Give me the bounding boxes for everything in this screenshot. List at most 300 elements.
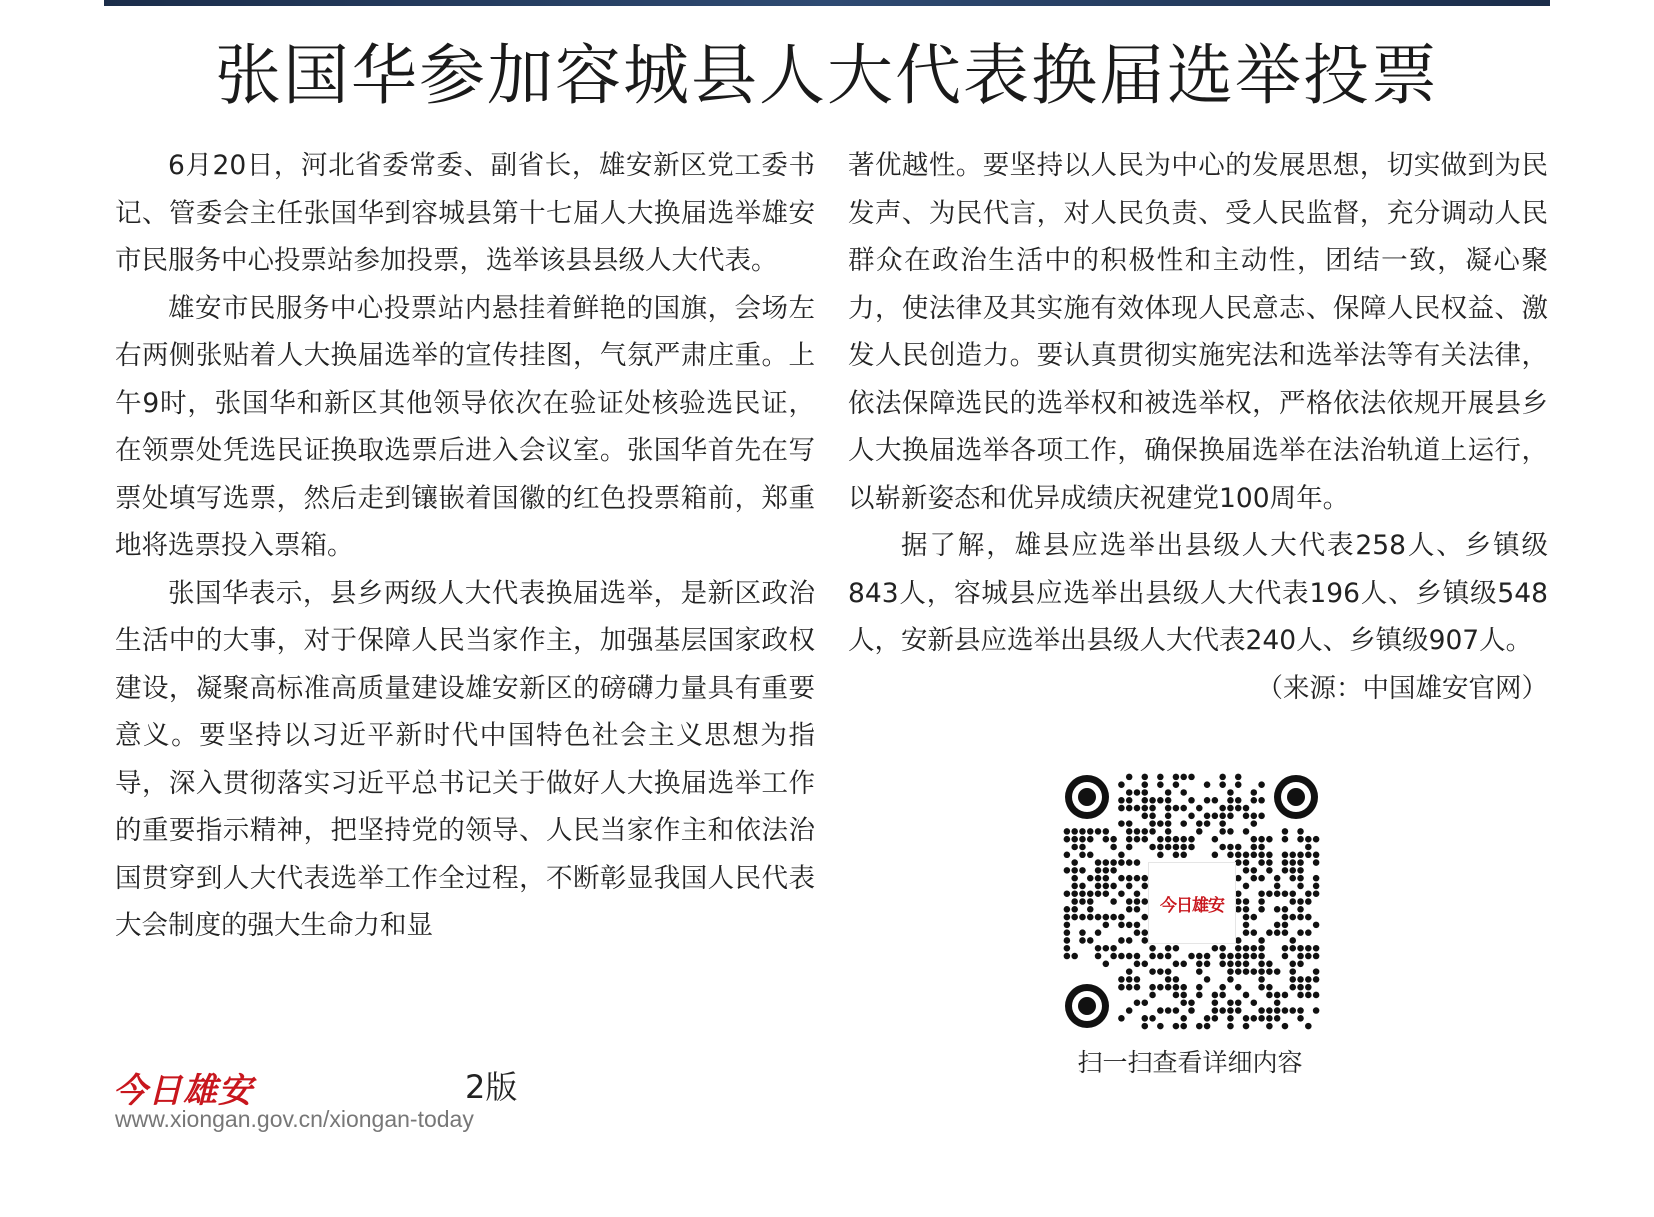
- qr-module: [1266, 992, 1273, 999]
- qr-module: [1313, 992, 1320, 999]
- qr-module: [1157, 1007, 1164, 1014]
- qr-module: [1103, 859, 1110, 866]
- qr-module: [1274, 1015, 1281, 1022]
- qr-module: [1297, 883, 1304, 890]
- qr-module: [1142, 774, 1149, 781]
- qr-module: [1266, 1007, 1273, 1014]
- qr-module: [1219, 805, 1226, 812]
- qr-module: [1297, 875, 1304, 882]
- qr-module: [1180, 844, 1187, 851]
- qr-module: [1204, 1015, 1211, 1022]
- paragraph: 据了解，雄县应选举出县级人大代表258人、乡镇级843人，容城县应选举出县级人大代表196人、乡镇级548人，安新县应选举出县级人大代表240人、乡镇级907人。: [848, 530, 1548, 656]
- qr-module: [1274, 875, 1281, 882]
- qr-module: [1297, 906, 1304, 913]
- qr-module: [1297, 976, 1304, 983]
- qr-module: [1071, 875, 1078, 882]
- qr-module: [1118, 805, 1125, 812]
- qr-module: [1126, 797, 1133, 804]
- qr-module: [1165, 836, 1172, 843]
- qr-module: [1126, 898, 1133, 905]
- qr-module: [1134, 999, 1141, 1006]
- qr-module: [1297, 836, 1304, 843]
- qr-module: [1204, 1023, 1211, 1030]
- qr-module: [1180, 992, 1187, 999]
- qr-module: [1282, 914, 1289, 921]
- qr-module: [1126, 805, 1133, 812]
- qr-module: [1282, 953, 1289, 960]
- qr-module: [1297, 953, 1304, 960]
- qr-module: [1289, 961, 1296, 968]
- qr-module: [1196, 984, 1203, 991]
- qr-module: [1196, 968, 1203, 975]
- qr-module: [1313, 875, 1320, 882]
- qr-module: [1282, 867, 1289, 874]
- qr-module: [1219, 813, 1226, 820]
- qr-module: [1258, 890, 1265, 897]
- qr-module: [1071, 890, 1078, 897]
- qr-module: [1064, 953, 1071, 960]
- qr-module: [1235, 774, 1242, 781]
- qr-module: [1227, 828, 1234, 835]
- qr-module: [1142, 1023, 1149, 1030]
- qr-module: [1243, 914, 1250, 921]
- qr-module: [1204, 813, 1211, 820]
- qr-module: [1087, 906, 1094, 913]
- qr-module: [1227, 797, 1234, 804]
- qr-module: [1126, 906, 1133, 913]
- qr-module: [1219, 1007, 1226, 1014]
- qr-module: [1305, 890, 1312, 897]
- qr-module: [1103, 836, 1110, 843]
- qr-module: [1282, 836, 1289, 843]
- qr-module: [1313, 883, 1320, 890]
- qr-module: [1110, 836, 1117, 843]
- qr-module: [1095, 867, 1102, 874]
- qr-module: [1305, 992, 1312, 999]
- qr-module: [1282, 890, 1289, 897]
- qr-module: [1235, 805, 1242, 812]
- qr-module: [1188, 813, 1195, 820]
- qr-module: [1064, 945, 1071, 952]
- qr-module: [1289, 898, 1296, 905]
- qr-module: [1173, 945, 1180, 952]
- qr-module: [1134, 828, 1141, 835]
- qr-module: [1126, 883, 1133, 890]
- qr-module: [1142, 1015, 1149, 1022]
- qr-module: [1219, 961, 1226, 968]
- qr-module: [1305, 984, 1312, 991]
- qr-module: [1266, 929, 1273, 936]
- qr-module: [1157, 836, 1164, 843]
- qr-module: [1095, 859, 1102, 866]
- qr-module: [1173, 836, 1180, 843]
- qr-module: [1266, 836, 1273, 843]
- qr-module: [1149, 813, 1156, 820]
- qr-module: [1165, 820, 1172, 827]
- qr-module: [1266, 859, 1273, 866]
- qr-module: [1118, 937, 1125, 944]
- qr-module: [1126, 836, 1133, 843]
- qr-module: [1142, 789, 1149, 796]
- qr-module: [1313, 859, 1320, 866]
- qr-module: [1173, 984, 1180, 991]
- qr-module: [1118, 914, 1125, 921]
- brand-logo: 今日雄安: [113, 1071, 253, 1111]
- qr-module: [1064, 890, 1071, 897]
- qr-module: [1142, 828, 1149, 835]
- qr-module: [1227, 968, 1234, 975]
- qr-module: [1266, 961, 1273, 968]
- qr-module: [1297, 1007, 1304, 1014]
- qr-module: [1188, 836, 1195, 843]
- qr-module: [1188, 844, 1195, 851]
- qr-module: [1274, 890, 1281, 897]
- qr-module: [1118, 859, 1125, 866]
- article-right-column: [848, 142, 1548, 712]
- qr-module: [1079, 828, 1086, 835]
- qr-module: [1079, 937, 1086, 944]
- qr-module: [1079, 844, 1086, 851]
- qr-module: [1219, 774, 1226, 781]
- qr-module: [1173, 1007, 1180, 1014]
- qr-module: [1157, 968, 1164, 975]
- qr-module: [1235, 961, 1242, 968]
- qr-module: [1227, 1015, 1234, 1022]
- qr-center-logo: 今日雄安: [1148, 862, 1236, 944]
- qr-module: [1071, 828, 1078, 835]
- qr-module: [1274, 929, 1281, 936]
- qr-finder-bottom-left: [1065, 984, 1109, 1028]
- qr-module: [1243, 867, 1250, 874]
- qr-module: [1227, 1007, 1234, 1014]
- qr-module: [1103, 945, 1110, 952]
- qr-module: [1134, 953, 1141, 960]
- qr-module: [1064, 836, 1071, 843]
- qr-module: [1258, 844, 1265, 851]
- qr-module: [1227, 961, 1234, 968]
- qr-module: [1134, 875, 1141, 882]
- qr-module: [1289, 852, 1296, 859]
- qr-module: [1118, 852, 1125, 859]
- qr-module: [1258, 859, 1265, 866]
- qr-module: [1274, 992, 1281, 999]
- qr-module: [1258, 976, 1265, 983]
- qr-module: [1313, 968, 1320, 975]
- qr-module: [1118, 781, 1125, 788]
- qr-module: [1118, 820, 1125, 827]
- qr-module: [1142, 999, 1149, 1006]
- qr-module: [1305, 852, 1312, 859]
- qr-module: [1313, 836, 1320, 843]
- qr-module: [1289, 945, 1296, 952]
- qr-module: [1243, 961, 1250, 968]
- qr-module: [1180, 1015, 1187, 1022]
- qr-module: [1258, 968, 1265, 975]
- qr-module: [1110, 859, 1117, 866]
- headline: 张国华参加容城县人大代表换届选举投票: [215, 37, 1439, 114]
- qr-module: [1243, 859, 1250, 866]
- qr-module: [1243, 883, 1250, 890]
- qr-module: [1243, 852, 1250, 859]
- qr-module: [1313, 945, 1320, 952]
- qr-module: [1173, 844, 1180, 851]
- qr-module: [1095, 875, 1102, 882]
- qr-module: [1134, 984, 1141, 991]
- qr-module: [1173, 961, 1180, 968]
- qr-module: [1103, 867, 1110, 874]
- qr-module: [1149, 984, 1156, 991]
- qr-module: [1212, 1007, 1219, 1014]
- qr-module: [1149, 945, 1156, 952]
- qr-module: [1305, 945, 1312, 952]
- qr-module: [1258, 836, 1265, 843]
- qr-module: [1126, 922, 1133, 929]
- qr-module: [1087, 898, 1094, 905]
- qr-module: [1071, 906, 1078, 913]
- qr-module: [1118, 976, 1125, 983]
- qr-module: [1297, 945, 1304, 952]
- qr-module: [1157, 844, 1164, 851]
- qr-module: [1258, 852, 1265, 859]
- qr-module: [1126, 968, 1133, 975]
- qr-module: [1196, 828, 1203, 835]
- paragraph-continued: 著优越性。要坚持以人民为中心的发展思想，切实做到为民发声、为民代言，对人民负责、受人民监督，充分调动人民群众在政治生活中的积极性和主动性，团结一致，凝心聚力，使法律及其实施有效体现人民意志、保障人民权益、激发人民创造力。要认真贯彻实施宪法和选举法等有关法律，依法保障选民的选举权和被选举权，严格依法依规开展县乡人大换届选举各项工作，确保换届选举在法治轨道上运行，以崭新姿态和优异成绩庆祝建党100周年。: [848, 150, 1548, 514]
- qr-module: [1289, 1007, 1296, 1014]
- qr-module: [1305, 929, 1312, 936]
- qr-module: [1235, 852, 1242, 859]
- qr-module: [1204, 953, 1211, 960]
- qr-module: [1282, 828, 1289, 835]
- qr-module: [1071, 898, 1078, 905]
- qr-module: [1126, 844, 1133, 851]
- qr-module: [1157, 953, 1164, 960]
- qr-module: [1289, 867, 1296, 874]
- qr-module: [1134, 805, 1141, 812]
- qr-module: [1227, 953, 1234, 960]
- qr-module: [1149, 820, 1156, 827]
- qr-module: [1134, 898, 1141, 905]
- qr-module: [1134, 929, 1141, 936]
- qr-module: [1188, 1007, 1195, 1014]
- qr-module: [1219, 945, 1226, 952]
- qr-module: [1235, 953, 1242, 960]
- qr-module: [1219, 781, 1226, 788]
- qr-module: [1297, 859, 1304, 866]
- qr-module: [1087, 828, 1094, 835]
- qr-module: [1087, 914, 1094, 921]
- qr-module: [1103, 883, 1110, 890]
- qr-module: [1165, 953, 1172, 960]
- qr-module: [1188, 797, 1195, 804]
- qr-module: [1149, 1015, 1156, 1022]
- qr-module: [1258, 1007, 1265, 1014]
- qr-module: [1157, 797, 1164, 804]
- qr-module: [1087, 890, 1094, 897]
- qr-module: [1196, 805, 1203, 812]
- qr-module: [1103, 890, 1110, 897]
- qr-module: [1103, 922, 1110, 929]
- qr-module: [1266, 852, 1273, 859]
- paragraph: 张国华表示，县乡两级人大代表换届选举，是新区政治生活中的大事，对于保障人民当家作主，加强基层国家政权建设，凝聚高标准高质量建设雄安新区的磅礴力量具有重要意义。要坚持以习近平新时代中国特色社会主义思想为指导，深入贯彻落实习近平总书记关于做好人大换届选举工作的重要指示精神，把坚持党的领导、人民当家作主和依法治国贯穿到人大代表选举工作全过程，不断彰显我国人民代表大会制度的强大生命力和显: [115, 577, 815, 941]
- qr-module: [1157, 774, 1164, 781]
- qr-module: [1126, 976, 1133, 983]
- qr-module: [1274, 999, 1281, 1006]
- qr-module: [1180, 984, 1187, 991]
- qr-module: [1227, 1023, 1234, 1030]
- qr-module: [1196, 992, 1203, 999]
- qr-module: [1258, 898, 1265, 905]
- qr-module: [1235, 945, 1242, 952]
- qr-module: [1126, 1007, 1133, 1014]
- qr-module: [1079, 883, 1086, 890]
- qr-module: [1251, 945, 1258, 952]
- qr-module: [1110, 867, 1117, 874]
- qr-module: [1251, 914, 1258, 921]
- qr-module: [1227, 789, 1234, 796]
- qr-module: [1142, 836, 1149, 843]
- qr-module: [1180, 852, 1187, 859]
- qr-module: [1212, 836, 1219, 843]
- qr-module: [1149, 992, 1156, 999]
- qr-module: [1142, 797, 1149, 804]
- qr-module: [1149, 953, 1156, 960]
- site-url[interactable]: www.xiongan.gov.cn/xiongan-today: [115, 1106, 474, 1132]
- qr-module: [1243, 813, 1250, 820]
- qr-module: [1282, 945, 1289, 952]
- qr-caption: 扫一扫查看详细内容: [1077, 1048, 1303, 1077]
- qr-module: [1079, 867, 1086, 874]
- qr-module: [1212, 797, 1219, 804]
- qr-module: [1079, 914, 1086, 921]
- qr-module: [1243, 992, 1250, 999]
- qr-module: [1313, 852, 1320, 859]
- qr-module: [1227, 813, 1234, 820]
- qr-module: [1157, 820, 1164, 827]
- qr-module: [1149, 797, 1156, 804]
- qr-module: [1313, 922, 1320, 929]
- qr-module: [1180, 961, 1187, 968]
- qr-module: [1313, 953, 1320, 960]
- qr-module: [1204, 797, 1211, 804]
- qr-finder-top-left: [1065, 775, 1109, 819]
- qr-module: [1126, 875, 1133, 882]
- qr-module: [1173, 852, 1180, 859]
- qr-module: [1188, 774, 1195, 781]
- qr-module: [1227, 844, 1234, 851]
- qr-module: [1313, 1007, 1320, 1014]
- qr-module: [1134, 961, 1141, 968]
- qr-module: [1258, 875, 1265, 882]
- qr-module: [1095, 914, 1102, 921]
- qr-module: [1243, 953, 1250, 960]
- qr-module: [1266, 867, 1273, 874]
- qr-module: [1103, 961, 1110, 968]
- qr-module: [1064, 937, 1071, 944]
- qr-module: [1305, 976, 1312, 983]
- qr-module: [1095, 890, 1102, 897]
- qr-module: [1289, 875, 1296, 882]
- qr-module: [1149, 805, 1156, 812]
- qr-module: [1126, 774, 1133, 781]
- qr-module: [1251, 929, 1258, 936]
- qr-module: [1126, 820, 1133, 827]
- qr-module: [1243, 828, 1250, 835]
- qr-module: [1173, 976, 1180, 983]
- qr-module: [1134, 976, 1141, 983]
- qr-module: [1071, 867, 1078, 874]
- qr-module: [1118, 953, 1125, 960]
- qr-module: [1251, 867, 1258, 874]
- qr-module: [1188, 999, 1195, 1006]
- qr-module: [1118, 797, 1125, 804]
- qr-module: [1289, 890, 1296, 897]
- qr-module: [1173, 1023, 1180, 1030]
- qr-module: [1165, 945, 1172, 952]
- qr-module: [1118, 984, 1125, 991]
- qr-module: [1079, 836, 1086, 843]
- qr-module: [1142, 961, 1149, 968]
- qr-module: [1297, 984, 1304, 991]
- qr-module: [1297, 914, 1304, 921]
- qr-module: [1180, 836, 1187, 843]
- qr-module: [1071, 836, 1078, 843]
- qr-module: [1149, 844, 1156, 851]
- qr-module: [1235, 1007, 1242, 1014]
- qr-module: [1313, 976, 1320, 983]
- qr-module: [1258, 961, 1265, 968]
- qr-module: [1165, 1007, 1172, 1014]
- qr-module: [1266, 890, 1273, 897]
- qr-module: [1289, 914, 1296, 921]
- qr-module: [1196, 953, 1203, 960]
- qr-module: [1258, 937, 1265, 944]
- qr-module: [1165, 789, 1172, 796]
- qr-module: [1110, 844, 1117, 851]
- qr-module: [1243, 929, 1250, 936]
- qr-module: [1297, 961, 1304, 968]
- qr-module: [1126, 937, 1133, 944]
- qr-module: [1103, 875, 1110, 882]
- qr-module: [1173, 781, 1180, 788]
- qr-module: [1071, 844, 1078, 851]
- qr-module: [1219, 820, 1226, 827]
- qr-module: [1118, 890, 1125, 897]
- qr-module: [1297, 828, 1304, 835]
- qr-module: [1282, 1007, 1289, 1014]
- qr-module: [1282, 922, 1289, 929]
- qr-module: [1274, 968, 1281, 975]
- qr-module: [1087, 937, 1094, 944]
- qr-module: [1219, 828, 1226, 835]
- qr-module: [1149, 828, 1156, 835]
- qr-module: [1126, 859, 1133, 866]
- qr-module: [1180, 805, 1187, 812]
- qr-module: [1227, 852, 1234, 859]
- qr-module: [1079, 929, 1086, 936]
- qr-module: [1134, 836, 1141, 843]
- qr-module: [1289, 937, 1296, 944]
- qr-module: [1157, 984, 1164, 991]
- qr-module: [1165, 797, 1172, 804]
- qr-module: [1204, 961, 1211, 968]
- qr-module: [1079, 852, 1086, 859]
- qr-module: [1087, 875, 1094, 882]
- qr-module: [1064, 828, 1071, 835]
- qr-module: [1258, 1015, 1265, 1022]
- qr-module: [1071, 953, 1078, 960]
- qr-module: [1243, 805, 1250, 812]
- qr-module: [1212, 999, 1219, 1006]
